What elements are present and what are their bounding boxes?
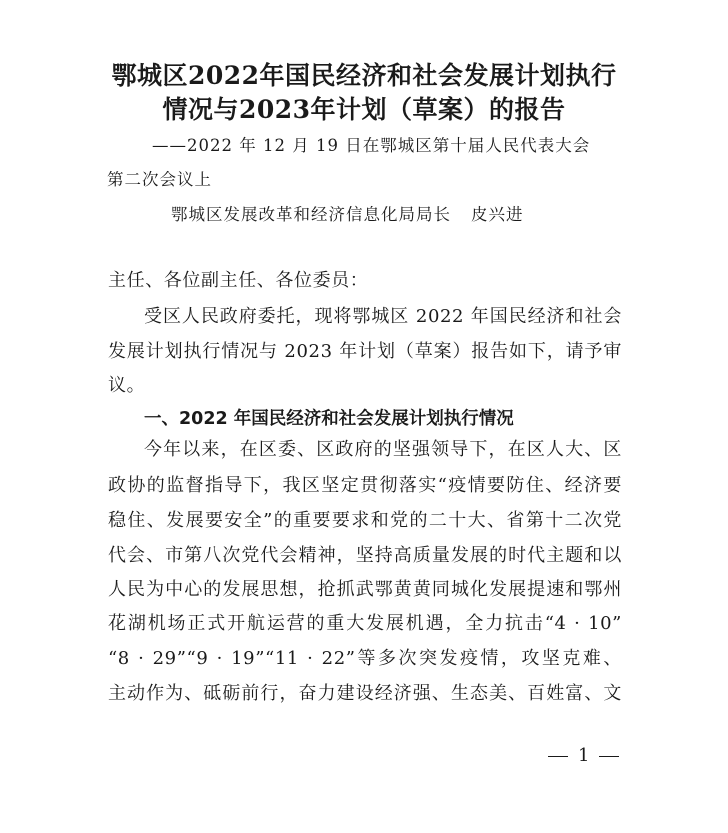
- report-title-line-1: 鄂城区2022年国民经济和社会发展计划执行: [111, 61, 617, 90]
- author-title: 鄂城区发展改革和经济信息化局局长: [171, 205, 451, 224]
- page-number: 1: [578, 745, 590, 766]
- section-1-heading: 一、2022 年国民经济和社会发展计划执行情况: [144, 409, 514, 429]
- report-title-line-2: 情况与2023年计划（草案）的报告: [162, 95, 566, 124]
- subtitle-line-2: 第二次会议上: [107, 170, 212, 189]
- paragraph-line: 代会、市第八次党代会精神，坚持高质量发展的时代主题和以: [108, 545, 622, 566]
- paragraph-line: 政协的监督指导下，我区坚定贯彻落实“疫情要防住、经济要: [108, 475, 622, 496]
- author-name: 皮兴进: [471, 205, 524, 224]
- footer-dash-left: [548, 756, 568, 757]
- page-footer: [548, 745, 619, 766]
- paragraph-line: 今年以来，在区委、区政府的坚强领导下，在区人大、区: [144, 439, 622, 460]
- paragraph-line: 稳住、发展要安全”的重要要求和党的二十大、省第十二次党: [108, 510, 622, 531]
- author-line: [171, 201, 524, 225]
- subtitle-line-1: ——2022 年 12 月 19 日在鄂城区第十届人民代表大会: [152, 136, 591, 155]
- footer-dash-right: [599, 756, 619, 757]
- intro-line: 受区人民政府委托，现将鄂城区 2022 年国民经济和社会: [144, 306, 622, 327]
- salutation: 主任、各位副主任、各位委员：: [108, 270, 369, 291]
- intro-line: 发展计划执行情况与 2023 年计划（草案）报告如下，请予审: [108, 341, 622, 362]
- intro-line: 议。: [108, 375, 146, 396]
- paragraph-line: 主动作为、砥砺前行，奋力建设经济强、生态美、百姓富、文: [108, 683, 622, 704]
- paragraph-line: “8 · 29”“9 · 19”“11 · 22”等多次突发疫情，攻坚克难、: [108, 648, 622, 669]
- paragraph-line: 花湖机场正式开航运营的重大发展机遇，全力抗击“4 · 10”: [108, 613, 622, 634]
- paragraph-line: 人民为中心的发展思想，抢抓武鄂黄黄同城化发展提速和鄂州: [108, 579, 622, 600]
